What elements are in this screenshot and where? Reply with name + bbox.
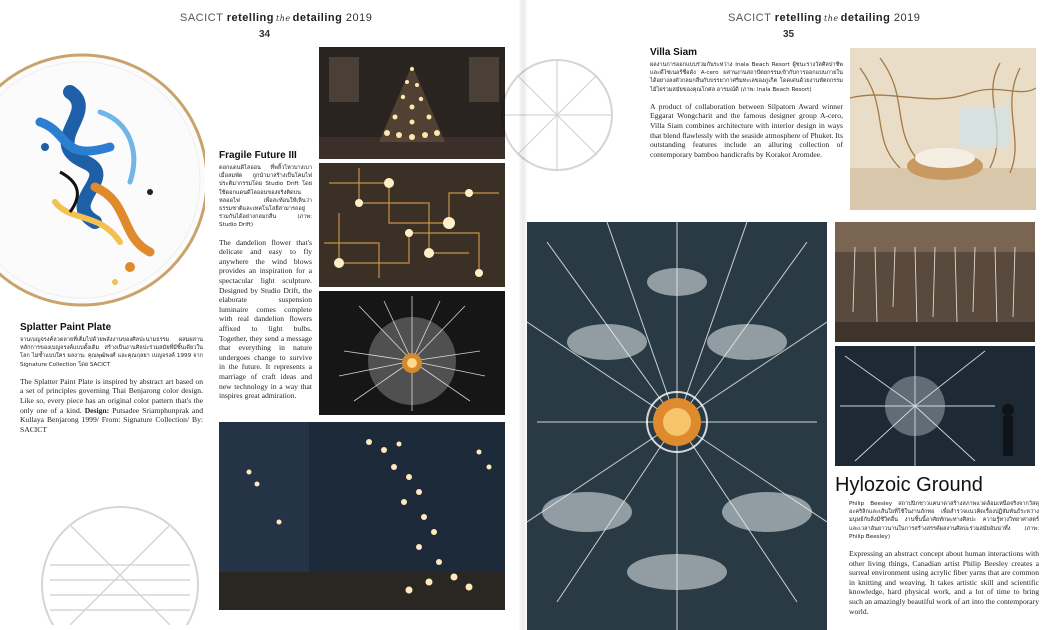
fragile-title: Fragile Future III xyxy=(219,150,297,161)
chandelier-tree-photo xyxy=(319,47,505,159)
splatter-title: Splatter Paint Plate xyxy=(20,322,112,333)
villa-title: Villa Siam xyxy=(650,47,698,58)
hylozoic-title: Hylozoic Ground xyxy=(835,474,983,496)
hylozoic-ceiling-photo xyxy=(835,222,1035,342)
right-page xyxy=(527,0,1055,630)
hylozoic-caption xyxy=(849,500,1039,616)
fragile-thai-text: ดอกแดนดิไลออน ที่พลิ้วไหวบางเบาเมื่อลมพัด ถูกนำมาสร้างเป็นโคมไฟประติมากรรมโดย Studio Drift โดยใช้ดอกแดนดิไลออนของจริงติดบนหลอดไฟ เพื่อสะท้อนให้เห็นว่าธรรมชาติและเทคโนโลยีสามารถอยู่ร่วมกันได้อย่างกลมกลืน (ภาพ: Studio Drift) xyxy=(219,165,312,229)
decorative-pattern-right xyxy=(497,55,617,175)
villa-thai-text: ผลงานการออกแบบร่วมกันระหว่าง Inala Beach Resort ผู้ชนะรางวัลศิลปาชีพ และดีไซเนอร์ชื่อดัง A-cero ผสานงานสถาปัตยกรรมเข้ากับการออกแบบภายในได้อย่างลงตัวกลมกลืนกับบรรยากาศริมทะเลของภูเก็ต โดดเด่นด้วยงานหัตถกรรมไม้ไผ่ร่วมสมัยของคุณโกศล อารมณ์ดี (ภาพ: Inala Beach Resort) xyxy=(650,62,843,93)
splatter-english-text: The Splatter Paint Plate is inspired by abstract art based on a set of principles governing Thai Benjarong color design. Like so, every piece has an original color pattern that's the only one of a kind. Design: Putsadee Sriamphunprak and Kullaya Benjarong 1999/ From: Signature Collection/ By: SACICT xyxy=(20,376,204,434)
splatter-caption xyxy=(20,322,203,434)
hylozoic-ground-main-photo xyxy=(527,222,827,630)
splatter-thai-text: จานเบญจรงค์ลวดลายที่เต็มไปด้วยพลังงานของศิลปะนามธรรม ผสมผสานหลักการของเบญจรงค์แบบดั้งเดิม สร้างเป็นงานศิลปะร่วมสมัยที่มีชิ้นเดียวในโลก ไม่ซ้ำแบบใคร ผลงาน: คุณพุฒิพงศ์ และคุณกุลยา เบญจรงค์ 1999 จาก Signature Collection โดย SACICT xyxy=(20,337,203,368)
left-page xyxy=(0,0,520,630)
villa-english-text: A product of collaboration between Silpatorn Award winner Eggarat Wongcharit and the famous designer group A-cero, Villa Siam combines architecture with interior design in ways that blend flawlessly with the seaside atmosphere of Phuket. Its outstanding features include an alluring collection of contemporary bamboo handicrafts by Korakot Aromdee. xyxy=(650,101,843,159)
bulb-grid-photo xyxy=(319,163,505,287)
hylozoic-thai-text: Philip Beesley สถาปนิกชาวแคนาดาสร้างสภาพแวดล้อมเหนือจริงจากวัสดุอะคริลิกและเส้นใยที่ใช้ในงานถักทอ เพื่อสำรวจแนวคิดเรื่องปฏิสัมพันธ์ระหว่างมนุษย์กับสิ่งมีชีวิตอื่น งานชิ้นนี้อาศัยทักษะทางศิลปะ ความรู้ทางวิทยาศาสตร์ และเวลาอันยาวนานในการสร้างสรรค์ผลงานศิลปะร่วมสมัยอันน่าทึ่ง (ภาพ: Philip Beesley) xyxy=(849,501,1039,540)
light-swarm-gallery-photo xyxy=(219,422,505,610)
villa-caption xyxy=(650,47,843,159)
page-number-right: 35 xyxy=(783,29,795,40)
running-head-left: SACICT retelling the detailing 2019 xyxy=(180,12,373,24)
hylozoic-installation-photo xyxy=(835,346,1035,466)
fragile-english-text: The dandelion flower that's delicate and easy to fly anywhere the wind blows provides an inspiration for a spectacular light sculpture. Designed by Studio Drift, the elaborate suspension luminaire comes complete with real dandelion flowers affixed to light bulbs. Together, they send a message that everything in nature undergoes change to survive in the future. It represents a marriage of craft ideas and new technology in a way that inspires great admiration. xyxy=(219,237,312,401)
decorative-pattern-left xyxy=(40,505,200,625)
running-head-right: SACICT retelling the detailing 2019 xyxy=(728,12,921,24)
dandelion-bulb-photo xyxy=(319,291,505,415)
page-number-left: 34 xyxy=(259,29,271,40)
fragile-caption xyxy=(219,150,312,401)
villa-siam-photo xyxy=(850,48,1036,210)
splatter-plate-photo xyxy=(0,52,205,314)
hylozoic-english-text: Expressing an abstract concept about human interactions with other living things, Canadian artist Philip Beesley creates a surreal environment using acrylic fiber yarns that are common in knitting and weaving. It takes artistic skill and scientific knowledge, hard physical work, and a lot of time to bring such an amazingly beautiful work of art into the contemporary world. xyxy=(849,549,1039,616)
